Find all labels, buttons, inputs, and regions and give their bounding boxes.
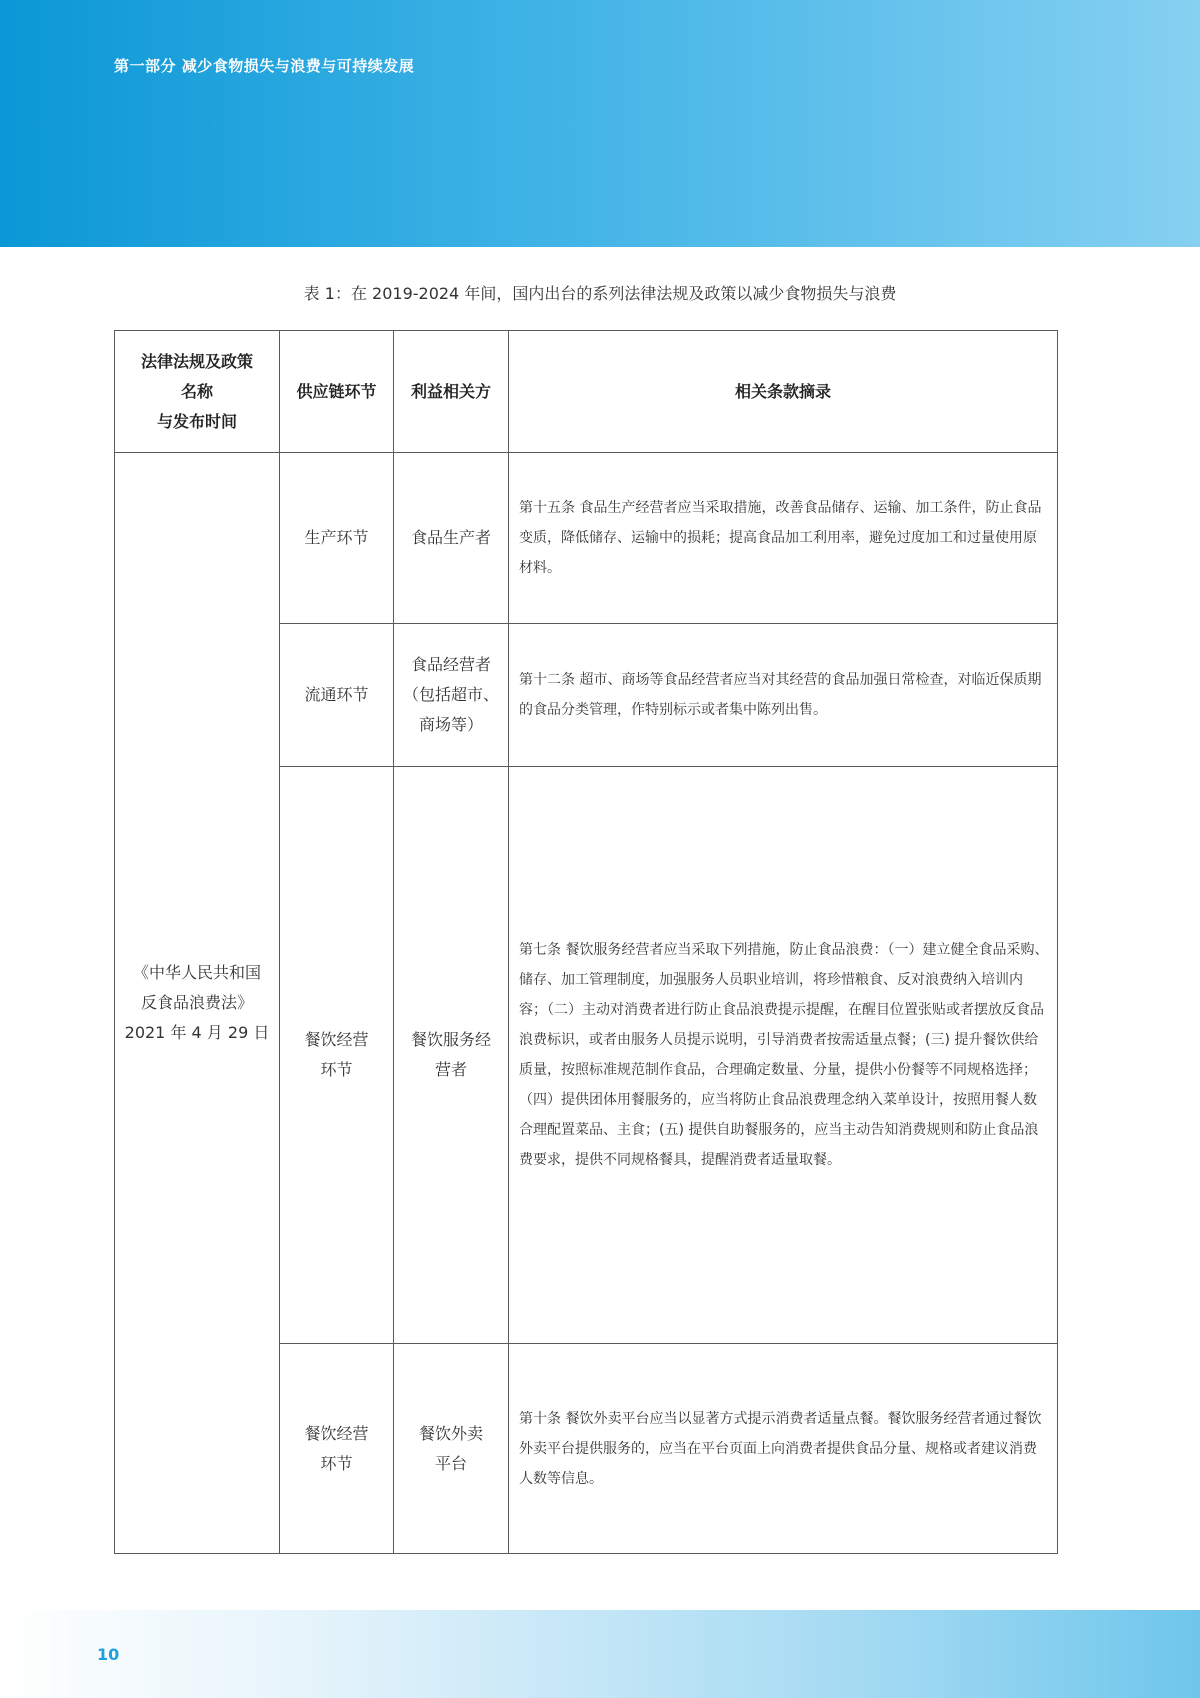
table-caption: 表 1：在 2019-2024 年间，国内出台的系列法律法规及政策以减少食物损失与浪费 xyxy=(303,284,897,303)
clause-cell: 第十五条 食品生产经营者应当采取措施，改善食品储存、运输、加工条件，防止食品变质，降低储存、运输中的损耗；提高食品加工利用率，避免过度加工和过量使用原材料。 xyxy=(509,453,1058,624)
header-law-line3: 与发布时间 xyxy=(156,411,237,431)
stakeholder-cell: 餐饮外卖平台 xyxy=(394,1344,509,1554)
header-supply-chain-stage: 供应链环节 xyxy=(280,331,394,453)
footer-band xyxy=(0,1610,1200,1698)
law-date: 2021 年 4 月 29 日 xyxy=(124,1023,270,1042)
clause-cell: 第七条 餐饮服务经营者应当采取下列措施，防止食品浪费：（一）建立健全食品采购、储存、加工管理制度，加强服务人员职业培训，将珍惜粮食、反对浪费纳入培训内容；（二）主动对消费者进行防止食品浪费提示提醒，在醒目位置张贴或者摆放反食品浪费标识，或者由服务人员提示说明，引导消费者按需适量点餐；(三) 提升餐饮供给质量，按照标准规范制作食品，合理确定数量、分量，提供小份餐等不同规格选择；（四）提供团体用餐服务的，应当将防止食品浪费理念纳入菜单设计，按照用餐人数合理配置菜品、主食；(五) 提供自助餐服务的，应当主动告知消费规则和防止食品浪费要求，提供不同规格餐具，提醒消费者适量取餐。 xyxy=(509,767,1058,1344)
law-name-line1: 《中华人民共和国 xyxy=(132,963,261,982)
page-number: 10 xyxy=(97,1645,120,1664)
law-name-cell xyxy=(115,453,280,1554)
table-header-row xyxy=(115,331,1058,453)
stage-cell: 生产环节 xyxy=(280,453,394,624)
header-clause-excerpt: 相关条款摘录 xyxy=(509,331,1058,453)
stage-cell: 流通环节 xyxy=(280,624,394,767)
section-title: 第一部分 减少食物损失与浪费与可持续发展 xyxy=(114,57,415,75)
stakeholder-cell: 食品生产者 xyxy=(394,453,509,624)
stakeholder-cell: 餐饮服务经营者 xyxy=(394,767,509,1344)
stage-cell: 餐饮经营环节 xyxy=(280,767,394,1344)
policy-table xyxy=(114,330,1058,1554)
clause-cell: 第十二条 超市、商场等食品经营者应当对其经营的食品加强日常检查，对临近保质期的食品分类管理，作特别标示或者集中陈列出售。 xyxy=(509,624,1058,767)
header-stakeholder: 利益相关方 xyxy=(394,331,509,453)
law-name-line2: 反食品浪费法》 xyxy=(140,993,253,1012)
header-law-name xyxy=(115,331,280,453)
table-row xyxy=(115,453,1058,624)
header-law-line2: 名称 xyxy=(180,381,213,401)
header-band xyxy=(0,0,1200,247)
stakeholder-cell: 食品经营者（包括超市、商场等） xyxy=(394,624,509,767)
clause-cell: 第十条 餐饮外卖平台应当以显著方式提示消费者适量点餐。餐饮服务经营者通过餐饮外卖平台提供服务的，应当在平台页面上向消费者提供食品分量、规格或者建议消费人数等信息。 xyxy=(509,1344,1058,1554)
stage-cell: 餐饮经营环节 xyxy=(280,1344,394,1554)
header-law-line1: 法律法规及政策 xyxy=(140,351,253,371)
